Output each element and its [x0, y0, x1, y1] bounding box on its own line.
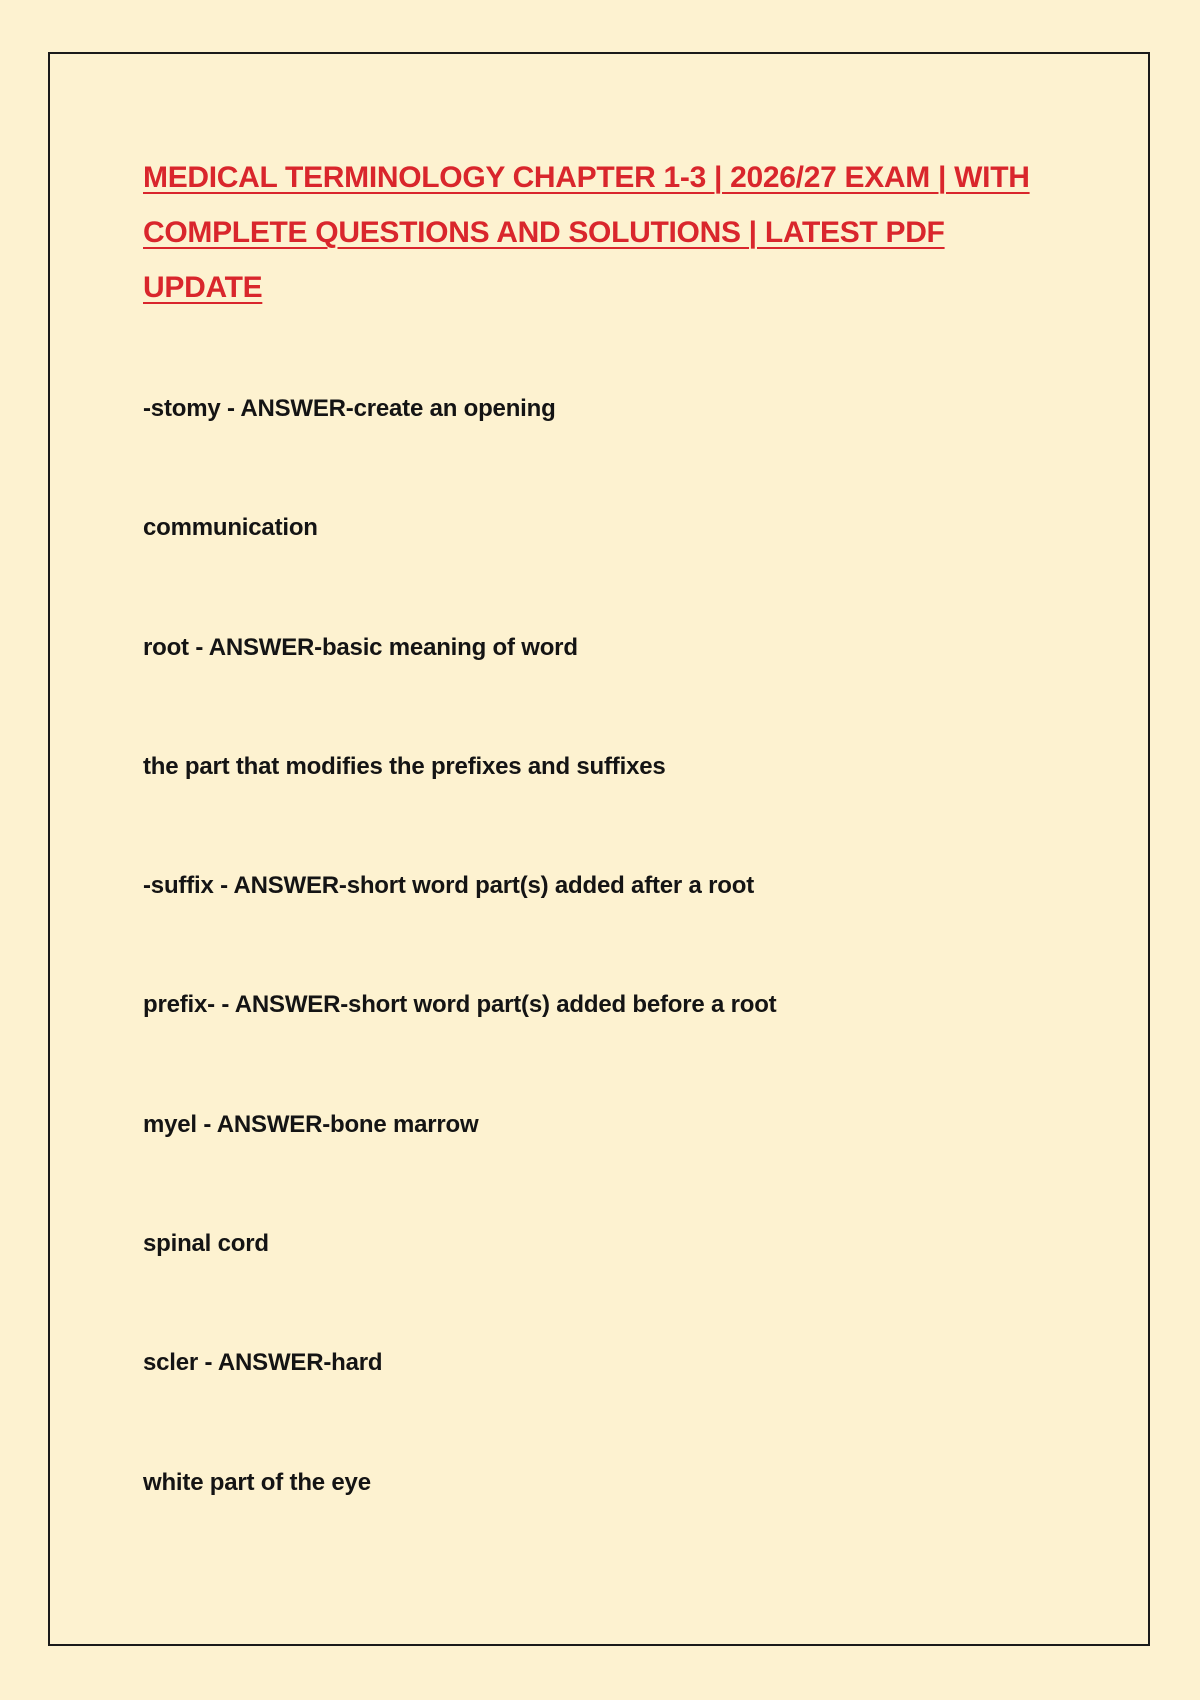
term-list [143, 394, 776, 1587]
term-line: -stomy - ANSWER-create an opening [143, 395, 556, 422]
term-line: the part that modifies the prefixes and suffixes [143, 752, 666, 780]
term-line: prefix- - ANSWER-short word part(s) added before a root [143, 991, 777, 1019]
term-line: -suffix - ANSWER-short word part(s) added after a root [143, 872, 754, 900]
page-frame [48, 52, 1150, 1646]
term-line: root - ANSWER-basic meaning of word [143, 633, 578, 661]
term-line: spinal cord [143, 1230, 269, 1258]
term-line: communication [143, 514, 318, 542]
term-line: scler - ANSWER-hard [143, 1349, 383, 1377]
term-line: myel - ANSWER-bone marrow [143, 1110, 479, 1138]
term-line: white part of the eye [143, 1468, 371, 1496]
document-title: MEDICAL TERMINOLOGY CHAPTER 1-3 | 2026/27 EXAM | WITH COMPLETE QUESTIONS AND SOLUTIONS | LATEST PDF UPDATE [143, 161, 1030, 304]
